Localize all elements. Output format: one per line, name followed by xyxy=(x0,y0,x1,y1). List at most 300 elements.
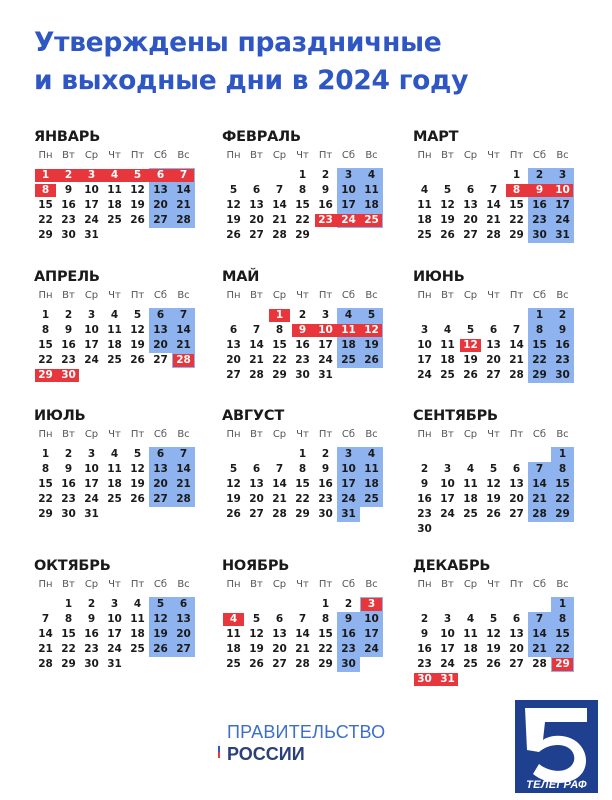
day-cell: 19 xyxy=(249,643,264,655)
month-name: ИЮНЬ xyxy=(413,269,465,285)
page-title xyxy=(34,24,594,100)
day-cell: 26 xyxy=(486,508,501,520)
day-cell: 22 xyxy=(509,214,524,226)
day-cell: 17 xyxy=(440,643,455,655)
weekday-header: Пт xyxy=(130,290,145,301)
day-cell: 16 xyxy=(61,339,76,351)
weekday-header: Ср xyxy=(463,290,478,301)
weekday-header: Пн xyxy=(226,290,241,301)
day-cell: 15 xyxy=(38,478,53,490)
day-cell: 30 xyxy=(61,229,76,241)
month-block xyxy=(34,128,204,243)
weekday-header: Чт xyxy=(296,150,309,161)
day-cell: 7 xyxy=(275,184,284,196)
day-cell: 28 xyxy=(38,658,53,670)
weekend-day: 19 xyxy=(364,339,379,351)
day-cell: 23 xyxy=(61,214,76,226)
weekday-header: Пт xyxy=(318,150,333,161)
weekday-header: Вт xyxy=(250,290,263,301)
day-cell: 23 xyxy=(61,354,76,366)
day-cell: 18 xyxy=(463,643,478,655)
day-cell: 24 xyxy=(107,643,122,655)
day-cell: 24 xyxy=(440,658,455,670)
day-cell: 27 xyxy=(272,658,287,670)
day-cell: 13 xyxy=(226,339,241,351)
weekend-day: 21 xyxy=(532,493,547,505)
holiday-day: 29 xyxy=(555,658,570,670)
day-cell: 13 xyxy=(249,478,264,490)
weekday-header: Вт xyxy=(250,150,263,161)
holiday-day: 8 xyxy=(512,184,521,196)
day-cell: 14 xyxy=(272,478,287,490)
weekday-header: Ср xyxy=(84,429,99,440)
weekday-header: Пн xyxy=(417,150,432,161)
month-block xyxy=(413,407,583,537)
weekend-day: 26 xyxy=(364,354,379,366)
weekday-header: Сб xyxy=(341,150,356,161)
day-cell: 18 xyxy=(440,354,455,366)
day-cell: 9 xyxy=(87,613,96,625)
day-cell: 11 xyxy=(130,613,145,625)
weekend-day: 25 xyxy=(341,354,356,366)
weekday-header: Сб xyxy=(153,150,168,161)
weekday-header: Вт xyxy=(250,429,263,440)
day-cell: 25 xyxy=(463,508,478,520)
day-cell: 27 xyxy=(486,369,501,381)
holiday-day: 2 xyxy=(64,169,73,181)
weekday-header: Сб xyxy=(153,429,168,440)
weekday-header: Вс xyxy=(177,429,190,440)
day-cell: 22 xyxy=(272,354,287,366)
day-cell: 14 xyxy=(38,628,53,640)
day-cell: 26 xyxy=(463,369,478,381)
weekend-day: 7 xyxy=(179,448,188,460)
weekday-header: Чт xyxy=(108,429,121,440)
day-cell: 5 xyxy=(489,613,498,625)
title-line-2: и выходные дни в 2024 году xyxy=(34,65,469,96)
weekend-day: 16 xyxy=(532,199,547,211)
day-cell: 6 xyxy=(252,184,261,196)
day-cell: 2 xyxy=(298,309,307,321)
weekend-day: 17 xyxy=(341,478,356,490)
day-cell: 16 xyxy=(61,199,76,211)
day-cell: 5 xyxy=(443,184,452,196)
day-cell: 9 xyxy=(64,184,73,196)
gov-logo-line-1: ПРАВИТЕЛЬСТВО xyxy=(227,722,386,742)
weekday-header: Чт xyxy=(296,429,309,440)
weekday-header: Сб xyxy=(153,579,168,590)
weekend-day: 7 xyxy=(535,463,544,475)
day-cell: 13 xyxy=(486,339,501,351)
weekday-header: Сб xyxy=(532,429,547,440)
weekday-header: Ср xyxy=(84,579,99,590)
weekend-day: 29 xyxy=(532,369,547,381)
day-cell: 23 xyxy=(417,508,432,520)
weekday-header: Пн xyxy=(226,150,241,161)
day-cell: 19 xyxy=(463,354,478,366)
month-grid xyxy=(222,150,383,243)
day-cell: 17 xyxy=(84,478,99,490)
weekend-day: 14 xyxy=(532,478,547,490)
month-block xyxy=(34,407,204,522)
weekend-day: 1 xyxy=(558,598,567,610)
weekend-day: 2 xyxy=(558,309,567,321)
weekend-day: 9 xyxy=(558,324,567,336)
weekend-day: 18 xyxy=(364,478,379,490)
holiday-day: 12 xyxy=(463,339,478,351)
day-cell: 12 xyxy=(130,463,145,475)
day-cell: 6 xyxy=(275,613,284,625)
weekday-header: Ср xyxy=(272,579,287,590)
weekend-day: 22 xyxy=(532,354,547,366)
day-cell: 29 xyxy=(272,369,287,381)
day-cell: 9 xyxy=(420,478,429,490)
day-cell: 25 xyxy=(226,658,241,670)
day-cell: 28 xyxy=(509,369,524,381)
weekday-header: Пн xyxy=(226,579,241,590)
weekday-header: Сб xyxy=(153,290,168,301)
holiday-day: 9 xyxy=(298,324,307,336)
holiday-day: 30 xyxy=(61,369,76,381)
weekend-day: 25 xyxy=(364,493,379,505)
day-cell: 20 xyxy=(486,354,501,366)
day-cell: 1 xyxy=(321,598,330,610)
day-cell: 8 xyxy=(275,324,284,336)
month-name: МАРТ xyxy=(413,129,459,145)
day-cell: 19 xyxy=(130,339,145,351)
day-cell: 4 xyxy=(110,309,119,321)
day-cell: 14 xyxy=(249,339,264,351)
day-cell: 15 xyxy=(38,199,53,211)
weekend-day: 6 xyxy=(156,448,165,460)
month-grid xyxy=(34,150,195,243)
weekday-header: Сб xyxy=(532,579,547,590)
day-cell: 20 xyxy=(509,493,524,505)
weekday-header: Пт xyxy=(318,429,333,440)
day-cell: 5 xyxy=(466,324,475,336)
day-cell: 20 xyxy=(509,643,524,655)
weekend-day: 15 xyxy=(532,339,547,351)
government-logo xyxy=(218,722,388,766)
day-cell: 25 xyxy=(440,369,455,381)
weekend-day: 30 xyxy=(341,658,356,670)
day-cell: 19 xyxy=(130,199,145,211)
weekend-day: 4 xyxy=(344,309,353,321)
day-cell: 12 xyxy=(486,478,501,490)
weekend-day: 10 xyxy=(341,184,356,196)
day-cell: 23 xyxy=(417,658,432,670)
weekend-day: 13 xyxy=(153,324,168,336)
weekend-day: 14 xyxy=(176,184,191,196)
month-grid xyxy=(413,579,574,687)
holiday-day: 4 xyxy=(110,169,119,181)
weekday-header: Вс xyxy=(556,579,569,590)
weekend-day: 20 xyxy=(153,199,168,211)
day-cell: 17 xyxy=(84,339,99,351)
day-cell: 2 xyxy=(420,613,429,625)
holiday-day: 7 xyxy=(179,169,188,181)
month-grid xyxy=(34,290,195,383)
gov-logo-line-2: РОССИИ xyxy=(227,744,305,764)
month-name: АПРЕЛЬ xyxy=(34,269,100,285)
day-cell: 11 xyxy=(440,339,455,351)
month-grid xyxy=(413,290,574,383)
month-name: ФЕВРАЛЬ xyxy=(222,129,301,145)
weekday-header: Пт xyxy=(318,579,333,590)
holiday-day: 29 xyxy=(38,369,53,381)
day-cell: 27 xyxy=(463,229,478,241)
day-cell: 13 xyxy=(509,478,524,490)
day-cell: 22 xyxy=(38,214,53,226)
day-cell: 8 xyxy=(298,184,307,196)
day-cell: 30 xyxy=(295,369,310,381)
weekday-header: Пт xyxy=(509,579,524,590)
month-block xyxy=(413,128,583,243)
day-cell: 27 xyxy=(509,658,524,670)
day-cell: 3 xyxy=(87,448,96,460)
day-cell: 31 xyxy=(84,508,99,520)
day-cell: 2 xyxy=(64,448,73,460)
weekend-day: 22 xyxy=(555,643,570,655)
day-cell: 2 xyxy=(87,598,96,610)
holiday-day: 9 xyxy=(535,184,544,196)
day-cell: 8 xyxy=(41,463,50,475)
day-cell: 20 xyxy=(249,493,264,505)
weekday-header: Сб xyxy=(341,429,356,440)
day-cell: 6 xyxy=(512,613,521,625)
day-cell: 15 xyxy=(295,199,310,211)
weekend-day: 6 xyxy=(156,309,165,321)
day-cell: 4 xyxy=(443,324,452,336)
day-cell: 20 xyxy=(249,214,264,226)
weekday-header: Сб xyxy=(532,150,547,161)
day-cell: 19 xyxy=(226,214,241,226)
weekday-header: Чт xyxy=(487,150,500,161)
holiday-day: 3 xyxy=(367,598,376,610)
weekend-day: 17 xyxy=(364,628,379,640)
weekend-day: 18 xyxy=(341,339,356,351)
month-name: ИЮЛЬ xyxy=(34,408,86,424)
day-cell: 25 xyxy=(107,493,122,505)
day-cell: 22 xyxy=(38,354,53,366)
day-cell: 21 xyxy=(486,214,501,226)
day-cell: 22 xyxy=(38,493,53,505)
weekend-day: 12 xyxy=(153,613,168,625)
day-cell: 30 xyxy=(318,508,333,520)
weekday-header: Вт xyxy=(62,579,75,590)
weekend-day: 9 xyxy=(344,613,353,625)
day-cell: 7 xyxy=(298,613,307,625)
day-cell: 27 xyxy=(153,354,168,366)
day-cell: 24 xyxy=(440,508,455,520)
day-cell: 3 xyxy=(321,309,330,321)
day-cell: 18 xyxy=(417,214,432,226)
weekday-header: Ср xyxy=(84,290,99,301)
day-cell: 12 xyxy=(226,199,241,211)
weekend-day: 18 xyxy=(364,199,379,211)
weekend-day: 27 xyxy=(153,214,168,226)
day-cell: 21 xyxy=(509,354,524,366)
weekend-day: 17 xyxy=(555,199,570,211)
month-name: СЕНТЯБРЬ xyxy=(413,408,498,424)
weekday-header: Сб xyxy=(532,290,547,301)
day-cell: 18 xyxy=(107,199,122,211)
day-cell: 11 xyxy=(463,478,478,490)
day-cell: 4 xyxy=(466,613,475,625)
weekday-header: Пн xyxy=(38,429,53,440)
weekend-day: 3 xyxy=(344,169,353,181)
weekend-day: 24 xyxy=(555,214,570,226)
weekend-day: 1 xyxy=(535,309,544,321)
weekend-day: 30 xyxy=(555,369,570,381)
day-cell: 12 xyxy=(249,628,264,640)
weekend-day: 20 xyxy=(176,628,191,640)
month-name: МАЙ xyxy=(222,269,260,285)
day-cell: 14 xyxy=(295,628,310,640)
holiday-day: 24 xyxy=(341,214,356,226)
day-cell: 30 xyxy=(84,658,99,670)
weekend-day: 2 xyxy=(535,169,544,181)
holiday-day: 1 xyxy=(41,169,50,181)
day-cell: 23 xyxy=(318,493,333,505)
holiday-day: 25 xyxy=(364,214,379,226)
weekend-day: 10 xyxy=(341,463,356,475)
month-block xyxy=(413,557,583,687)
weekend-day: 14 xyxy=(176,463,191,475)
weekday-header: Пт xyxy=(130,150,145,161)
weekend-day: 13 xyxy=(153,463,168,475)
day-cell: 16 xyxy=(417,643,432,655)
weekday-header: Вс xyxy=(365,429,378,440)
weekday-header: Сб xyxy=(341,290,356,301)
day-cell: 5 xyxy=(229,184,238,196)
weekend-day: 5 xyxy=(156,598,165,610)
day-cell: 29 xyxy=(38,508,53,520)
day-cell: 2 xyxy=(344,598,353,610)
weekday-header: Вт xyxy=(250,579,263,590)
weekend-day: 11 xyxy=(364,184,379,196)
month-grid xyxy=(222,579,383,672)
weekend-day: 23 xyxy=(555,354,570,366)
day-cell: 22 xyxy=(61,643,76,655)
day-cell: 3 xyxy=(443,463,452,475)
holiday-day: 1 xyxy=(275,309,284,321)
weekday-header: Вс xyxy=(177,290,190,301)
day-cell: 20 xyxy=(463,214,478,226)
day-cell: 27 xyxy=(249,508,264,520)
day-cell: 16 xyxy=(295,339,310,351)
day-cell: 2 xyxy=(321,448,330,460)
weekend-day: 17 xyxy=(341,199,356,211)
weekday-header: Вс xyxy=(365,150,378,161)
weekend-day: 22 xyxy=(555,493,570,505)
day-cell: 16 xyxy=(61,478,76,490)
day-cell: 26 xyxy=(486,658,501,670)
day-cell: 5 xyxy=(252,613,261,625)
weekend-day: 20 xyxy=(153,339,168,351)
day-cell: 17 xyxy=(84,199,99,211)
day-cell: 12 xyxy=(130,324,145,336)
day-cell: 13 xyxy=(463,199,478,211)
day-cell: 18 xyxy=(463,493,478,505)
month-grid xyxy=(34,579,195,672)
weekday-header: Чт xyxy=(296,579,309,590)
day-cell: 21 xyxy=(249,354,264,366)
day-cell: 10 xyxy=(84,184,99,196)
day-cell: 15 xyxy=(38,339,53,351)
holiday-day: 3 xyxy=(87,169,96,181)
weekday-header: Вс xyxy=(556,429,569,440)
day-cell: 29 xyxy=(295,508,310,520)
weekday-header: Вс xyxy=(556,150,569,161)
day-cell: 26 xyxy=(440,229,455,241)
weekend-day: 28 xyxy=(176,493,191,505)
weekend-day: 21 xyxy=(176,339,191,351)
weekday-header: Пт xyxy=(130,579,145,590)
month-block xyxy=(34,268,204,383)
day-cell: 24 xyxy=(318,354,333,366)
day-cell: 25 xyxy=(130,643,145,655)
day-cell: 30 xyxy=(417,523,432,535)
day-cell: 16 xyxy=(318,199,333,211)
weekday-header: Вт xyxy=(62,150,75,161)
day-cell: 17 xyxy=(318,339,333,351)
weekend-day: 28 xyxy=(176,214,191,226)
day-cell: 16 xyxy=(84,628,99,640)
day-cell: 25 xyxy=(107,214,122,226)
day-cell: 11 xyxy=(107,463,122,475)
holiday-day: 23 xyxy=(318,214,333,226)
day-cell: 20 xyxy=(272,643,287,655)
holiday-day: 30 xyxy=(417,673,432,685)
weekday-header: Ср xyxy=(272,150,287,161)
day-cell: 9 xyxy=(64,324,73,336)
day-cell: 9 xyxy=(321,463,330,475)
day-cell: 16 xyxy=(318,478,333,490)
day-cell: 5 xyxy=(133,309,142,321)
day-cell: 18 xyxy=(130,628,145,640)
day-cell: 4 xyxy=(466,463,475,475)
day-cell: 1 xyxy=(64,598,73,610)
weekday-header: Пт xyxy=(509,150,524,161)
day-cell: 2 xyxy=(64,309,73,321)
day-cell: 13 xyxy=(509,628,524,640)
day-cell: 20 xyxy=(226,354,241,366)
day-cell: 26 xyxy=(226,229,241,241)
weekend-day: 10 xyxy=(364,613,379,625)
day-cell: 29 xyxy=(509,229,524,241)
day-cell: 10 xyxy=(417,339,432,351)
weekend-day: 31 xyxy=(555,229,570,241)
weekday-header: Пн xyxy=(38,579,53,590)
day-cell: 8 xyxy=(298,463,307,475)
month-grid xyxy=(34,429,195,522)
weekend-day: 21 xyxy=(176,199,191,211)
weekend-day: 20 xyxy=(153,478,168,490)
weekday-header: Пт xyxy=(318,290,333,301)
day-cell: 5 xyxy=(133,448,142,460)
day-cell: 24 xyxy=(84,354,99,366)
day-cell: 23 xyxy=(61,493,76,505)
weekend-day: 4 xyxy=(367,448,376,460)
day-cell: 31 xyxy=(107,658,122,670)
month-grid xyxy=(222,429,383,522)
weekday-header: Ср xyxy=(84,150,99,161)
month-name: ОКТЯБРЬ xyxy=(34,558,111,574)
weekday-header: Пн xyxy=(417,579,432,590)
weekday-header: Ср xyxy=(272,290,287,301)
weekday-header: Ср xyxy=(272,429,287,440)
